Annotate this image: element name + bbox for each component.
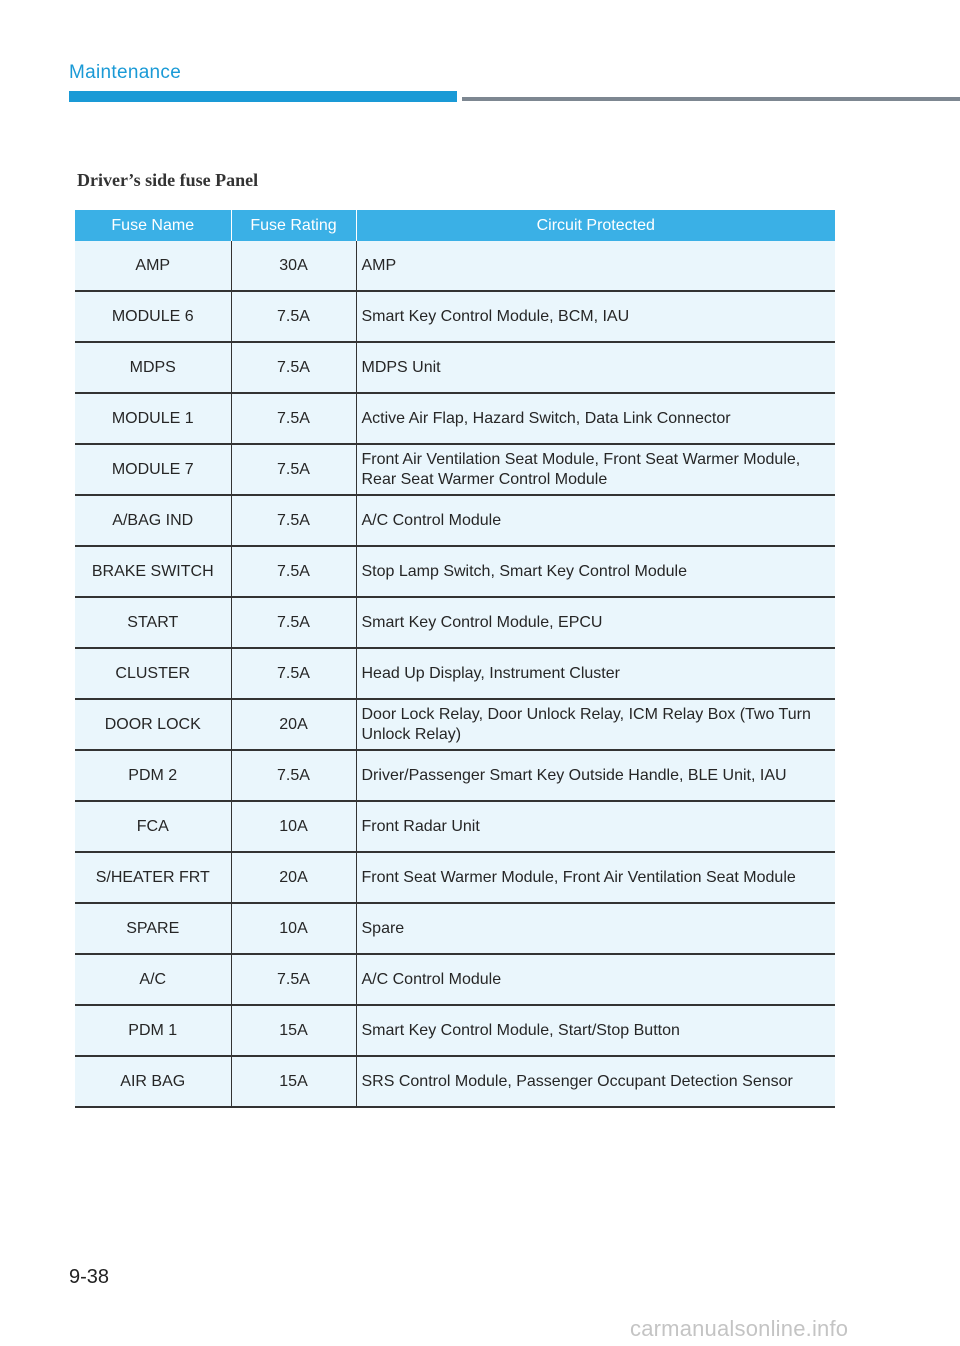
table-row <box>75 750 835 801</box>
section-header: Maintenance <box>69 62 182 83</box>
table-row <box>75 1005 835 1056</box>
column-header-circuit-protected: Circuit Protected <box>356 210 835 241</box>
fuse-rating-cell: 30A <box>231 241 356 291</box>
fuse-name-cell: MODULE 6 <box>75 291 231 342</box>
table-row <box>75 954 835 1005</box>
fuse-name-cell: AMP <box>75 241 231 291</box>
table-row <box>75 291 835 342</box>
header-divider-line <box>462 97 960 101</box>
fuse-rating-cell: 15A <box>231 1005 356 1056</box>
fuse-rating-cell: 20A <box>231 852 356 903</box>
fuse-name-cell: START <box>75 597 231 648</box>
circuit-protected-cell: Door Lock Relay, Door Unlock Relay, ICM Relay Box (Two Turn Unlock Relay) <box>356 699 835 750</box>
table-row <box>75 903 835 954</box>
fuse-rating-cell: 10A <box>231 801 356 852</box>
circuit-protected-cell: Front Air Ventilation Seat Module, Front Seat Warmer Module, Rear Seat Warmer Control Module <box>356 444 835 495</box>
fuse-rating-cell: 7.5A <box>231 597 356 648</box>
fuse-rating-cell: 7.5A <box>231 342 356 393</box>
fuse-name-cell: A/C <box>75 954 231 1005</box>
table-header-row <box>75 210 835 241</box>
fuse-rating-cell: 7.5A <box>231 648 356 699</box>
fuse-name-cell: BRAKE SWITCH <box>75 546 231 597</box>
fuse-rating-cell: 7.5A <box>231 954 356 1005</box>
fuse-name-cell: PDM 1 <box>75 1005 231 1056</box>
watermark: carmanualsonline.info <box>630 1316 849 1341</box>
circuit-protected-cell: Smart Key Control Module, BCM, IAU <box>356 291 835 342</box>
circuit-protected-cell: Head Up Display, Instrument Cluster <box>356 648 835 699</box>
fuse-name-cell: MODULE 1 <box>75 393 231 444</box>
table-row <box>75 241 835 291</box>
table-row <box>75 801 835 852</box>
table-row <box>75 546 835 597</box>
column-header-fuse-name: Fuse Name <box>75 210 231 241</box>
table-row <box>75 342 835 393</box>
fuse-rating-cell: 20A <box>231 699 356 750</box>
circuit-protected-cell: Smart Key Control Module, Start/Stop Button <box>356 1005 835 1056</box>
circuit-protected-cell: MDPS Unit <box>356 342 835 393</box>
table-row <box>75 597 835 648</box>
circuit-protected-cell: Smart Key Control Module, EPCU <box>356 597 835 648</box>
circuit-protected-cell: Front Seat Warmer Module, Front Air Ventilation Seat Module <box>356 852 835 903</box>
fuse-name-cell: A/BAG IND <box>75 495 231 546</box>
fuse-rating-cell: 7.5A <box>231 393 356 444</box>
circuit-protected-cell: SRS Control Module, Passenger Occupant Detection Sensor <box>356 1056 835 1107</box>
fuse-name-cell: SPARE <box>75 903 231 954</box>
fuse-rating-cell: 15A <box>231 1056 356 1107</box>
fuse-name-cell: DOOR LOCK <box>75 699 231 750</box>
fuse-name-cell: S/HEATER FRT <box>75 852 231 903</box>
table-row <box>75 393 835 444</box>
page-title: Driver’s side fuse Panel <box>77 170 259 190</box>
circuit-protected-cell: Front Radar Unit <box>356 801 835 852</box>
table-row <box>75 699 835 750</box>
fuse-rating-cell: 7.5A <box>231 546 356 597</box>
table-row <box>75 648 835 699</box>
fuse-rating-cell: 7.5A <box>231 444 356 495</box>
circuit-protected-cell: Spare <box>356 903 835 954</box>
circuit-protected-cell: A/C Control Module <box>356 495 835 546</box>
table-row <box>75 1056 835 1107</box>
circuit-protected-cell: A/C Control Module <box>356 954 835 1005</box>
table-body <box>75 241 835 1107</box>
column-header-fuse-rating: Fuse Rating <box>231 210 356 241</box>
circuit-protected-cell: Stop Lamp Switch, Smart Key Control Module <box>356 546 835 597</box>
fuse-name-cell: FCA <box>75 801 231 852</box>
fuse-rating-cell: 10A <box>231 903 356 954</box>
circuit-protected-cell: Active Air Flap, Hazard Switch, Data Link Connector <box>356 393 835 444</box>
circuit-protected-cell: Driver/Passenger Smart Key Outside Handle, BLE Unit, IAU <box>356 750 835 801</box>
table-row <box>75 852 835 903</box>
page-number: 9-38 <box>69 1266 110 1288</box>
table-row <box>75 444 835 495</box>
fuse-name-cell: AIR BAG <box>75 1056 231 1107</box>
table-header <box>75 210 835 241</box>
fuse-rating-cell: 7.5A <box>231 750 356 801</box>
fuse-name-cell: PDM 2 <box>75 750 231 801</box>
table-row <box>75 495 835 546</box>
circuit-protected-cell: AMP <box>356 241 835 291</box>
fuse-name-cell: CLUSTER <box>75 648 231 699</box>
fuse-rating-cell: 7.5A <box>231 291 356 342</box>
fuse-name-cell: MODULE 7 <box>75 444 231 495</box>
fuse-name-cell: MDPS <box>75 342 231 393</box>
fuse-table <box>75 210 835 1108</box>
header-accent-bar <box>69 91 457 102</box>
fuse-rating-cell: 7.5A <box>231 495 356 546</box>
